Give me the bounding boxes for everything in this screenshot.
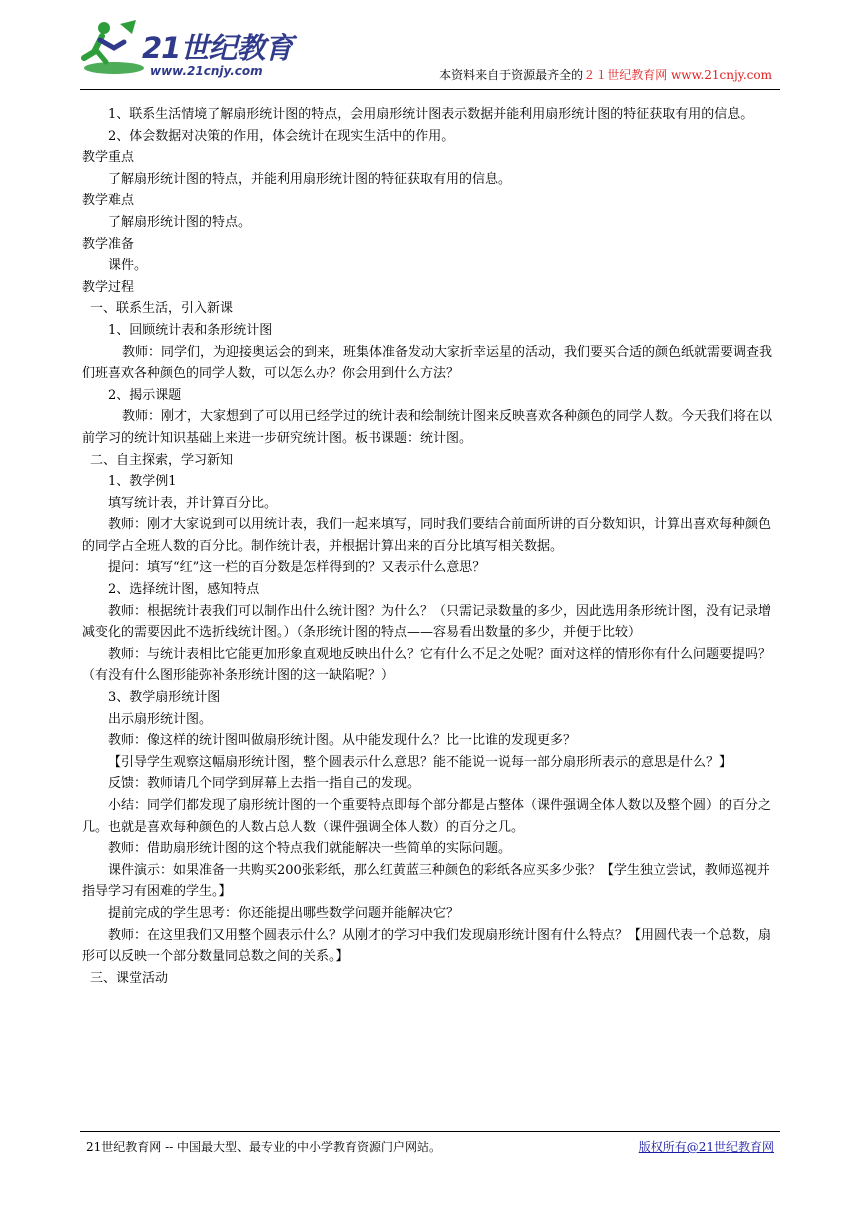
site-logo[interactable]	[80, 18, 300, 88]
paragraph: 3、教学扇形统计图	[108, 690, 221, 706]
paragraph: 教师：刚才，大家想到了可以用已经学过的统计表和绘制统计图来反映喜欢各种颜色的同学人数。今天我们将在以前学习的统计知识基础上来进一步研究统计图。板书课题：统计图。	[82, 409, 773, 446]
paragraph: 课件。	[108, 258, 148, 274]
section-heading: 教学难点	[82, 193, 135, 209]
header-note-url[interactable]: www.21cnjy.com	[671, 68, 772, 82]
paragraph: 反馈：教师请几个同学到屏幕上去指一指自己的发现。	[108, 776, 421, 792]
section-heading: 教学过程	[82, 279, 135, 295]
footer-divider	[80, 1131, 780, 1132]
paragraph: 2、体会数据对决策的作用，体会统计在现实生活中的作用。	[108, 128, 455, 144]
paragraph: 三、课堂活动	[90, 970, 169, 986]
runner-logo-icon	[80, 18, 150, 82]
footer-copyright-link[interactable]: 版权所有@21世纪教育网	[638, 1140, 774, 1154]
paragraph: 1、教学例1	[108, 474, 177, 490]
footer-site-description: 21世纪教育网 -- 中国最大型、最专业的中小学教育资源门户网站。	[86, 1140, 442, 1154]
paragraph: 2、选择统计图，感知特点	[108, 582, 260, 598]
logo-url: www.21cnjy.com	[150, 64, 263, 78]
paragraph: 教师：根据统计表我们可以制作出什么统计图？为什么？（只需记录数量的多少，因此选用条形统计图，没有记录增减变化的需要因此不选折线统计图。）（条形统计图的特点——容易看出数量的多少，并便于比较）	[82, 603, 772, 641]
page-header	[80, 18, 780, 90]
paragraph: 教师：与统计表相比它能更加形象直观地反映出什么？它有什么不足之处呢？面对这样的情形你有什么问题要提吗？（有没有什么图形能弥补条形统计图的这一缺陷呢？）	[82, 646, 772, 684]
paragraph: 了解扇形统计图的特点。	[108, 214, 252, 230]
paragraph: 教师：像这样的统计图叫做扇形统计图。从中能发现什么？比一比谁的发现更多？	[108, 733, 577, 749]
paragraph: 一、联系生活，引入新课	[90, 301, 234, 317]
paragraph: 了解扇形统计图的特点，并能利用扇形统计图的特征获取有用的信息。	[108, 171, 512, 187]
paragraph: 【引导学生观察这幅扇形统计图，整个圆表示什么意思？能不能说一说每一部分扇形所表示的意思是什么？】	[108, 754, 733, 770]
header-note-prefix: 本资料来自于资源最齐全的	[439, 68, 584, 82]
paragraph: 2、揭示课题	[108, 387, 182, 403]
logo-text: 21世纪教育	[142, 31, 293, 65]
paragraph: 二、自主探索，学习新知	[90, 452, 234, 468]
header-note-brand: ２１世纪教育网	[583, 68, 668, 82]
section-heading: 教学重点	[82, 150, 135, 166]
paragraph: 小结：同学们都发现了扇形统计图的一个重要特点即每个部分都是占整体（课件强调全体人数以及整个圆）的百分之几。也就是喜欢每种颜色的人数占总人数（课件强调全体人数）的百分之几。	[82, 798, 772, 835]
paragraph: 出示扇形统计图。	[108, 711, 213, 727]
section-heading: 教学准备	[82, 236, 135, 252]
paragraph: 教师：刚才大家说到可以用统计表，我们一起来填写，同时我们要结合前面所讲的百分数知识，计算出喜欢每种颜色的同学占全班人数的百分比。制作统计表，并根据计算出来的百分比填写相关数据。	[82, 517, 772, 554]
paragraph: 课件演示：如果准备一共购买200张彩纸，那么红黄蓝三种颜色的彩纸各应买多少张？【学生独立尝试，教师巡视并指导学习有困难的学生。】	[82, 862, 770, 900]
paragraph: 提前完成的学生思考：你还能提出哪些数学问题并能解决它？	[108, 905, 460, 921]
paragraph: 提问：填写“红”这一栏的百分数是怎样得到的？又表示什么意思？	[108, 560, 486, 576]
paragraph: 填写统计表，并计算百分比。	[108, 495, 278, 511]
header-divider	[80, 89, 780, 90]
paragraph: 1、回顾统计表和条形统计图	[108, 322, 273, 338]
paragraph: 教师：同学们，为迎接奥运会的到来，班集体准备发动大家折幸运星的活动，我们要买合适的颜色纸就需要调查我们班喜欢各种颜色的同学人数，可以怎么办？你会用到什么方法？	[82, 344, 773, 382]
header-note	[439, 66, 772, 83]
paragraph: 教师：在这里我们又用整个圆表示什么？从刚才的学习中我们发现扇形统计图有什么特点？【用圆代表一个总数，扇形可以反映一个部分数量同总数之间的关系。】	[82, 927, 772, 965]
paragraph: 教师：借助扇形统计图的这个特点我们就能解决一些简单的实际问题。	[108, 841, 512, 857]
paragraph: 1、联系生活情境了解扇形统计图的特点，会用扇形统计图表示数据并能利用扇形统计图的特征获取有用的信息。	[108, 107, 754, 122]
document-body	[82, 104, 780, 989]
